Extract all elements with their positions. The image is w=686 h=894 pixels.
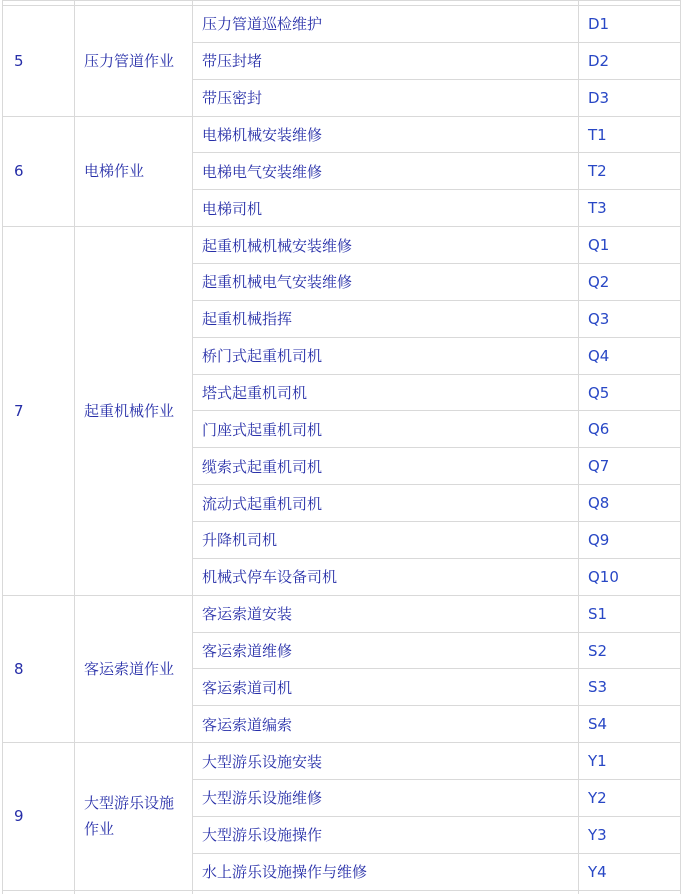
item-code: Q3 bbox=[579, 300, 681, 337]
item-name: 压力管道巡检维护 bbox=[193, 6, 579, 43]
item-code: S4 bbox=[579, 706, 681, 743]
clipped-cell bbox=[193, 890, 579, 894]
item-code: T2 bbox=[579, 153, 681, 190]
item-name: 带压封堵 bbox=[193, 42, 579, 79]
table-row bbox=[3, 6, 681, 43]
item-name: 大型游乐设施维修 bbox=[193, 780, 579, 817]
item-name: 塔式起重机司机 bbox=[193, 374, 579, 411]
item-name: 客运索道维修 bbox=[193, 632, 579, 669]
item-code: Q10 bbox=[579, 558, 681, 595]
item-name: 大型游乐设施安装 bbox=[193, 743, 579, 780]
section-category: 大型游乐设施作业 bbox=[75, 743, 193, 890]
item-name: 水上游乐设施操作与维修 bbox=[193, 853, 579, 890]
table-row bbox=[3, 116, 681, 153]
item-name: 缆索式起重机司机 bbox=[193, 448, 579, 485]
item-code: Y3 bbox=[579, 816, 681, 853]
item-code: Y1 bbox=[579, 743, 681, 780]
section-category: 客运索道作业 bbox=[75, 595, 193, 742]
item-code: D3 bbox=[579, 79, 681, 116]
item-name: 带压密封 bbox=[193, 79, 579, 116]
section-category: 电梯作业 bbox=[75, 116, 193, 227]
item-name: 大型游乐设施操作 bbox=[193, 816, 579, 853]
item-code: D2 bbox=[579, 42, 681, 79]
item-code: Q5 bbox=[579, 374, 681, 411]
item-name: 电梯机械安装维修 bbox=[193, 116, 579, 153]
item-name: 起重机械指挥 bbox=[193, 300, 579, 337]
section-number: 7 bbox=[3, 227, 75, 596]
item-code: Q7 bbox=[579, 448, 681, 485]
item-name: 客运索道编索 bbox=[193, 706, 579, 743]
item-code: Q2 bbox=[579, 264, 681, 301]
section-category: 压力管道作业 bbox=[75, 6, 193, 117]
item-code: Q6 bbox=[579, 411, 681, 448]
section-number: 9 bbox=[3, 743, 75, 890]
table-row bbox=[3, 743, 681, 780]
item-code: Q9 bbox=[579, 522, 681, 559]
table-row bbox=[3, 227, 681, 264]
item-name: 流动式起重机司机 bbox=[193, 485, 579, 522]
item-name: 起重机械机械安装维修 bbox=[193, 227, 579, 264]
item-code: Y4 bbox=[579, 853, 681, 890]
item-code: Q4 bbox=[579, 337, 681, 374]
table-row bbox=[3, 595, 681, 632]
item-code: S1 bbox=[579, 595, 681, 632]
section-number: 8 bbox=[3, 595, 75, 742]
item-name: 升降机司机 bbox=[193, 522, 579, 559]
special-equipment-job-table bbox=[2, 0, 681, 894]
section-number: 6 bbox=[3, 116, 75, 227]
item-name: 机械式停车设备司机 bbox=[193, 558, 579, 595]
item-code: D1 bbox=[579, 6, 681, 43]
item-code: T1 bbox=[579, 116, 681, 153]
clipped-cell bbox=[3, 890, 75, 894]
item-code: Y2 bbox=[579, 780, 681, 817]
item-code: Q8 bbox=[579, 485, 681, 522]
item-name: 门座式起重机司机 bbox=[193, 411, 579, 448]
item-name: 起重机械电气安装维修 bbox=[193, 264, 579, 301]
item-name: 电梯电气安装维修 bbox=[193, 153, 579, 190]
section-category: 起重机械作业 bbox=[75, 227, 193, 596]
section-number: 5 bbox=[3, 6, 75, 117]
item-code: S2 bbox=[579, 632, 681, 669]
item-code: Q1 bbox=[579, 227, 681, 264]
item-code: S3 bbox=[579, 669, 681, 706]
item-code: T3 bbox=[579, 190, 681, 227]
clipped-row-bottom bbox=[3, 890, 681, 894]
item-name: 桥门式起重机司机 bbox=[193, 337, 579, 374]
item-name: 电梯司机 bbox=[193, 190, 579, 227]
item-name: 客运索道司机 bbox=[193, 669, 579, 706]
item-name: 客运索道安装 bbox=[193, 595, 579, 632]
clipped-cell bbox=[579, 890, 681, 894]
clipped-cell bbox=[75, 890, 193, 894]
